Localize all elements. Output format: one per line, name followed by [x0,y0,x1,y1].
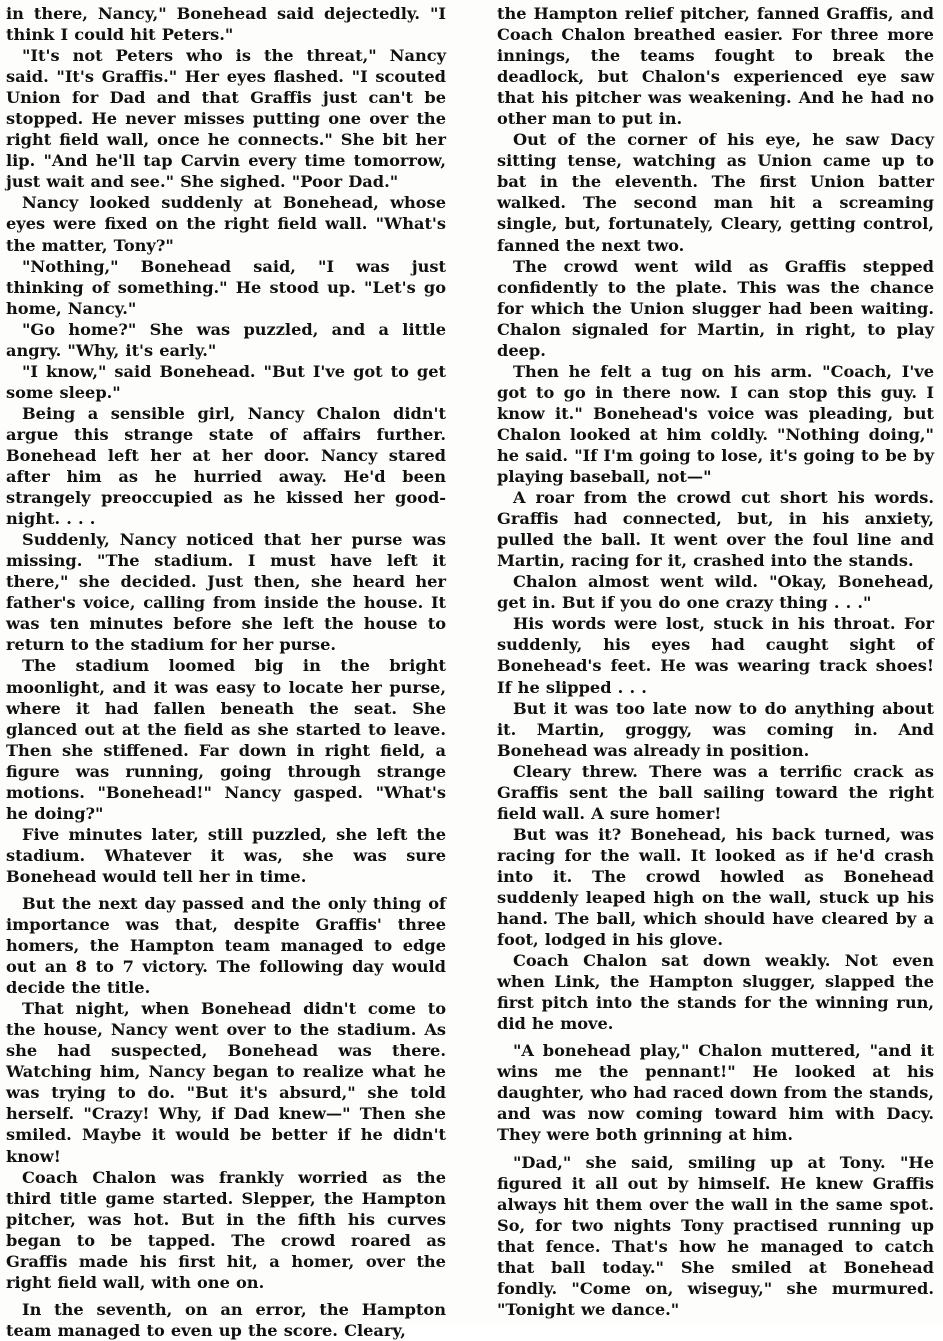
paragraph: Cleary threw. There was a terrific crack as Graffis sent the ball sailing toward the right field wall. A sure homer! [497,761,934,823]
paragraph: "Nothing," Bonehead said, "I was just thinking of something." He stood up. "Let's go home, Nancy." [6,256,446,318]
paragraph: A roar from the crowd cut short his words. Graffis had connected, but, in his anxiety, pulled the ball. It went over the foul line and Martin, racing for it, crashed into the stands. [497,488,934,571]
paragraph: But it was too late now to do anything about it. Martin, groggy, was coming in. And Bonehead was already in position. [497,698,934,760]
paragraph: "It's not Peters who is the threat," Nancy said. "It's Graffis." Her eyes flashed. "I scouted Union for Dad and that Graffis just can't be stopped. He never misses putting one over the right field wall, once he connects." She bit her lip. "And he'll tap Carvin every time tomorrow, just wait and see." She sighed. "Poor Dad." [6,46,446,192]
paragraph: His words were lost, stuck in his throat. For suddenly, his eyes had caught sight of Bonehead's feet. He was wearing track shoes! If he slipped . . . [497,614,934,697]
paragraph: Nancy looked suddenly at Bonehead, whose eyes were fixed on the right field wall. "What's the matter, Tony?" [6,193,446,255]
paragraph: Out of the corner of his eye, he saw Dacy sitting tense, watching as Union came up to bat in the eleventh. The first Union batter walked. The second man hit a screaming single, but, fortunately, Cleary, getting control, fanned the next two. [497,130,934,255]
paragraph: Suddenly, Nancy noticed that her purse was missing. "The stadium. I must have left it there," she decided. Just then, she heard her father's voice, calling from inside the house. It was ten minutes before she left the house to return to the stadium for her purse. [6,530,446,655]
paragraph: "Go home?" She was puzzled, and a little angry. "Why, it's early." [6,319,446,360]
paragraph: Chalon almost went wild. "Okay, Bonehead, get in. But if you do one crazy thing . . ." [497,572,934,613]
paragraph: Then he felt a tug on his arm. "Coach, I've got to go in there now. I can stop this guy. I know it." Bonehead's voice was pleading, but Chalon looked at him coldly. "Nothing doing," he said. "If I'm going to lose, it's going to be by playing baseball, not—" [497,361,934,487]
paragraph: But was it? Bonehead, his back turned, was racing for the wall. It looked as if he'd crash into it. The crowd howled as Bonehead suddenly leaped high on the wall, stuck up his hand. The ball, which should have cleared by a foot, lodged in his glove. [497,824,934,950]
paragraph: But the next day passed and the only thing of importance was that, despite Graffis' three homers, the Hampton team managed to edge out an 8 to 7 victory. The following day would decide the title. [6,893,446,998]
paragraph: Five minutes later, still puzzled, she left the stadium. Whatever it was, she was sure Bonehead would tell her in time. [6,824,446,886]
right-column [497,3,934,1320]
paragraph: "Dad," she said, smiling up at Tony. "He figured it all out by himself. He knew Graffis always hit them over the wall in the same spot. So, for two nights Tony practised running up that fence. That's how he managed to catch that ball today." She smiled at Bonehead fondly. "Come on, wiseguy," she murmured. "Tonight we dance." [497,1152,934,1319]
left-column [6,3,446,1341]
paragraph: the Hampton relief pitcher, fanned Graffis, and Coach Chalon breathed easier. For three more innings, the teams fought to break the deadlock, but Chalon's experienced eye saw that his pitcher was weakening. And he had no other man to put in. [497,4,934,129]
paragraph: In the seventh, on an error, the Hampton team managed to even up the score. Cleary, [6,1299,446,1340]
paragraph: The crowd went wild as Graffis stepped confidently to the plate. This was the chance for which the Union slugger had been waiting. Chalon signaled for Martin, in right, to play deep. [497,256,934,360]
paragraph: "A bonehead play," Chalon muttered, "and it wins me the pennant!" He looked at his daughter, who had raced down from the stands, and was now coming toward him with Dacy. They were both grinning at him. [497,1041,934,1145]
paragraph: Being a sensible girl, Nancy Chalon didn't argue this strange state of affairs further. Bonehead left her at her door. Nancy stared after him as he hurried away. He'd been strangely preoccupied as he kissed her good-night. . . . [6,403,446,529]
paragraph: The stadium loomed big in the bright moonlight, and it was easy to locate her purse, where it had fallen beneath the seat. She glanced out at the field as she started to leave. Then she stiffened. Far down in right field, a figure was running, going through strange motions. "Bonehead!" Nancy gasped. "What's he doing?" [6,656,446,823]
paragraph: "I know," said Bonehead. "But I've got to get some sleep." [6,361,446,402]
paragraph: That night, when Bonehead didn't come to the house, Nancy went over to the stadium. As she had suspected, Bonehead was there. Watching him, Nancy began to realize what he was trying to do. "But it's absurd," she told herself. "Crazy! Why, if Dad knew—" Then she smiled. Maybe it would be better if he didn't know! [6,999,446,1166]
paragraph: Coach Chalon sat down weakly. Not even when Link, the Hampton slugger, slapped the first pitch into the stands for the winning run, did he move. [497,951,934,1034]
paragraph: Coach Chalon was frankly worried as the third title game started. Slepper, the Hampton pitcher, was hot. But in the fifth his curves began to be tapped. The crowd roared as Graffis made his first hit, a homer, over the right field wall, with one on. [6,1167,446,1292]
paragraph: in there, Nancy," Bonehead said dejectedly. "I think I could hit Peters." [6,4,446,45]
